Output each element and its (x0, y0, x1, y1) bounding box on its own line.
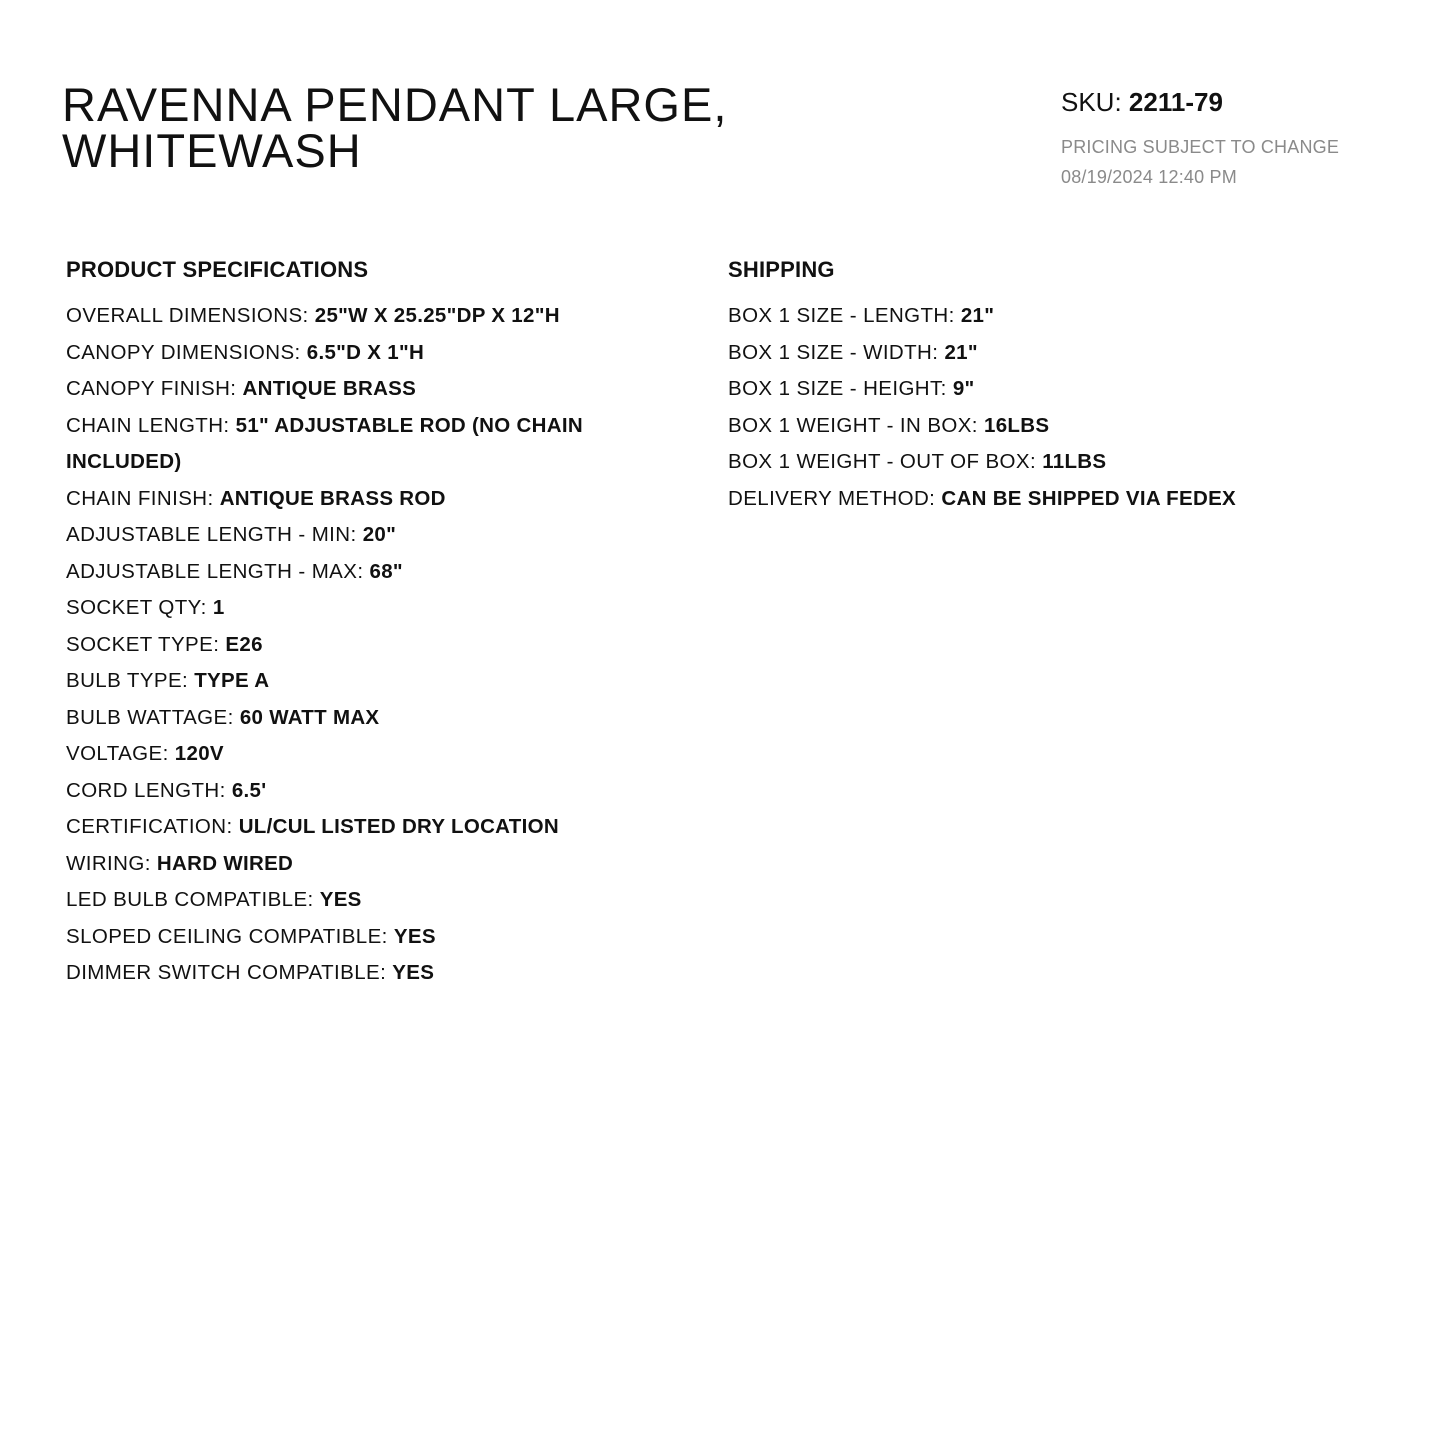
ship-delivery-method (728, 481, 1428, 518)
ship-label: BOX 1 SIZE - HEIGHT: (728, 377, 947, 400)
shipping-heading: SHIPPING (728, 257, 835, 282)
product-title-line-1: RAVENNA PENDANT LARGE, (62, 78, 728, 131)
spec-certification (66, 809, 686, 846)
spec-chain-length (66, 408, 686, 481)
spec-adjustable-length-max (66, 554, 686, 591)
spec-label: SOCKET QTY: (66, 596, 207, 619)
product-specifications (66, 252, 686, 992)
spec-value: ANTIQUE BRASS (242, 377, 417, 400)
spec-label: CORD LENGTH: (66, 778, 226, 802)
specifications-heading: PRODUCT SPECIFICATIONS (66, 257, 369, 282)
spec-value: 51" ADJUSTABLE ROD (NO CHAIN INCLUDED) (66, 413, 583, 473)
ship-box-length (728, 298, 1428, 335)
spec-sloped-ceiling-compatible (66, 919, 686, 956)
spec-label: CHAIN FINISH: (66, 486, 214, 510)
spec-label: BULB TYPE: (66, 669, 189, 692)
ship-label: BOX 1 SIZE - WIDTH: (728, 340, 939, 364)
spec-label: CANOPY DIMENSIONS: (66, 340, 301, 364)
spec-value: E26 (225, 632, 263, 656)
spec-label: LED BULB COMPATIBLE: (66, 888, 314, 911)
spec-label: CHAIN LENGTH: (66, 413, 230, 437)
ship-label: BOX 1 WEIGHT - OUT OF BOX: (728, 450, 1037, 473)
spec-label: DIMMER SWITCH COMPATIBLE: (66, 961, 387, 984)
ship-box-height (728, 371, 1428, 408)
ship-value: CAN BE SHIPPED VIA FEDEX (941, 486, 1237, 510)
spec-label: OVERALL DIMENSIONS: (66, 304, 309, 327)
spec-value: 1 (212, 596, 225, 619)
spec-value: YES (319, 888, 362, 911)
spec-value: 6.5"D X 1"H (306, 340, 425, 364)
spec-value: 25"W X 25.25"DP X 12"H (314, 304, 560, 327)
spec-value: UL/CUL LISTED DRY LOCATION (238, 815, 559, 838)
spec-bulb-wattage (66, 700, 686, 737)
shipping-section (728, 252, 1428, 517)
spec-overall-dimensions (66, 298, 686, 335)
pricing-timestamp: 08/19/2024 12:40 PM (1061, 167, 1237, 187)
spec-bulb-type (66, 663, 686, 700)
ship-label: DELIVERY METHOD: (728, 486, 936, 510)
spec-value: ANTIQUE BRASS ROD (219, 486, 446, 510)
spec-value: 20" (362, 523, 397, 546)
spec-value: 68" (369, 559, 403, 583)
spec-label: SLOPED CEILING COMPATIBLE: (66, 924, 388, 948)
ship-value: 16LBS (984, 413, 1050, 437)
ship-box-width (728, 335, 1428, 372)
ship-value: 11LBS (1042, 450, 1107, 473)
pricing-notice: PRICING SUBJECT TO CHANGE (1061, 137, 1340, 157)
spec-value: YES (392, 961, 435, 984)
spec-cord-length (66, 773, 686, 810)
spec-value: 120V (174, 742, 224, 765)
spec-label: CANOPY FINISH: (66, 377, 237, 400)
product-title-line-2: WHITEWASH (62, 124, 362, 177)
spec-label: CERTIFICATION: (66, 815, 233, 838)
spec-label: BULB WATTAGE: (66, 705, 234, 729)
product-title (62, 78, 962, 177)
spec-value: TYPE A (194, 669, 270, 692)
spec-socket-qty (66, 590, 686, 627)
spec-canopy-finish (66, 371, 686, 408)
spec-canopy-dimensions (66, 335, 686, 372)
spec-label: VOLTAGE: (66, 742, 169, 765)
spec-label: SOCKET TYPE: (66, 632, 220, 656)
ship-label: BOX 1 SIZE - LENGTH: (728, 304, 955, 327)
spec-led-bulb-compatible (66, 882, 686, 919)
ship-value: 9" (952, 377, 975, 400)
spec-voltage (66, 736, 686, 773)
ship-weight-in-box (728, 408, 1428, 445)
ship-value: 21" (960, 304, 995, 327)
specifications-list (66, 298, 686, 992)
product-meta (1061, 86, 1441, 192)
sku-label: SKU: (1061, 87, 1122, 117)
spec-adjustable-length-min (66, 517, 686, 554)
spec-chain-finish (66, 481, 686, 518)
spec-value: HARD WIRED (156, 851, 294, 875)
spec-label: ADJUSTABLE LENGTH - MIN: (66, 523, 357, 546)
spec-wiring (66, 846, 686, 883)
sku (1061, 86, 1441, 118)
spec-value: 60 WATT MAX (239, 705, 380, 729)
spec-value: 6.5' (231, 778, 267, 802)
spec-dimmer-switch-compatible (66, 955, 686, 992)
ship-value: 21" (944, 340, 978, 364)
spec-value: YES (393, 924, 436, 948)
spec-label: ADJUSTABLE LENGTH - MAX: (66, 559, 364, 583)
spec-label: WIRING: (66, 851, 151, 875)
ship-weight-out-of-box (728, 444, 1428, 481)
pricing-info (1061, 132, 1441, 192)
ship-label: BOX 1 WEIGHT - IN BOX: (728, 413, 978, 437)
shipping-list (728, 298, 1428, 517)
sku-value: 2211-79 (1128, 87, 1223, 117)
spec-socket-type (66, 627, 686, 664)
